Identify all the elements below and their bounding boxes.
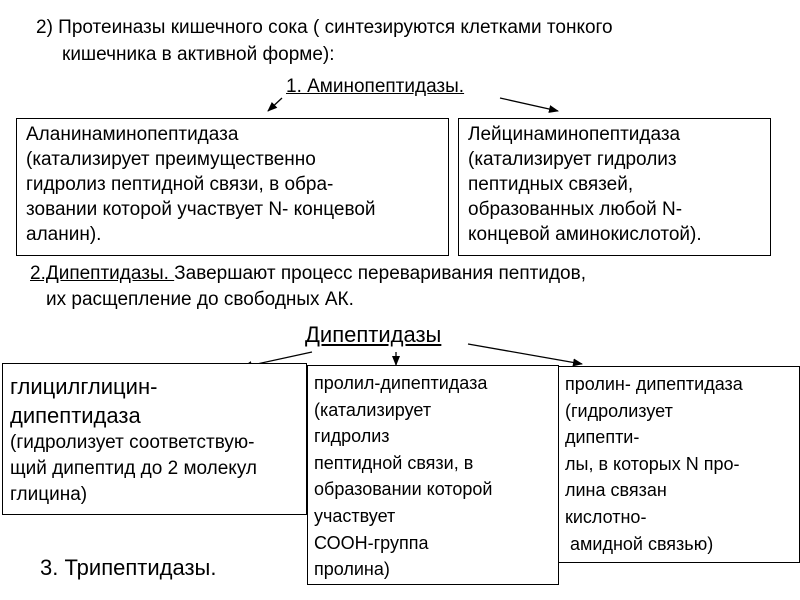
prolyl-line: пролил-дипептидаза [314,373,488,393]
alanine-line: гидролиз пептидной связи, в обра- [26,174,334,195]
prolyl-line: образовании которой [314,479,493,500]
prolyl-dipeptidase-box [307,365,559,585]
proline-dipeptidase-box [558,366,800,563]
alanine-line: (катализирует преимущественно [26,149,316,170]
heading [36,14,613,68]
dipeptidases-intro-text: Завершают процесс переваривания пептидов, [174,263,586,284]
leucine-line: образованных любой N- [468,199,683,220]
arrow-to-alanine [268,98,282,111]
aminopeptidases-title: 1. Аминопептидазы. [286,76,465,97]
leucine-line: концевой аминокислотой). [468,224,702,245]
leucine-aminopeptidase-box [458,118,771,256]
tripeptidases-title: 3. Трипептидазы. [40,555,217,580]
glycyl-name-line: дипептидаза [10,403,141,428]
heading-line-1: 2) Протеиназы кишечного сока ( синтезируются клетками тонкого [36,17,613,38]
proline-line: кислотно- [565,506,647,527]
alanine-aminopeptidase-box [16,118,449,256]
glycyl-name-line: глицилглицин- [10,374,158,399]
dipeptidases-intro-line-1 [30,261,586,287]
prolyl-line: СООН-группа [314,532,429,553]
arrow-to-proline [468,344,582,364]
glycylglycine-dipeptidase-box [2,363,307,515]
proline-line: амидной связью) [565,533,714,554]
leucine-line: (катализирует гидролиз [468,149,677,170]
alanine-line: аланин). [26,224,102,245]
proline-line: лы, в которых N про- [565,453,740,474]
dipeptidases-title: Дипептидазы [305,322,442,347]
leucine-line: Лейцинаминопептидаза [468,124,681,145]
prolyl-line: пептидной связи, в [314,452,474,473]
alanine-line: зовании которой участвует N- концевой [26,199,376,220]
glycyl-desc-line: щий дипептид до 2 молекул [10,458,257,479]
leucine-line: пептидных связей, [468,174,634,195]
alanine-line: Аланинаминопептидаза [26,124,239,145]
dipeptidases-intro-line-2: их расщепление до свободных АК. [46,289,354,310]
dipeptidases-intro [30,261,586,313]
proline-line: дипепти- [565,427,640,448]
proline-line: лина связан [565,480,667,501]
dipeptidases-intro-label: 2.Дипептидазы. [30,263,175,284]
proline-line: пролин- дипептидаза [565,374,743,394]
arrow-to-leucine [500,98,558,111]
glycyl-desc-line: (гидролизует соответствую- [10,432,255,453]
prolyl-line: участвует [314,505,396,526]
heading-line-2: кишечника в активной форме): [62,44,335,65]
prolyl-line: пролина) [314,559,390,580]
prolyl-line: гидролиз [314,426,390,447]
proline-line: (гидролизует [565,400,673,421]
glycyl-desc-line: глицина) [10,484,88,505]
prolyl-line: (катализирует [314,399,432,420]
